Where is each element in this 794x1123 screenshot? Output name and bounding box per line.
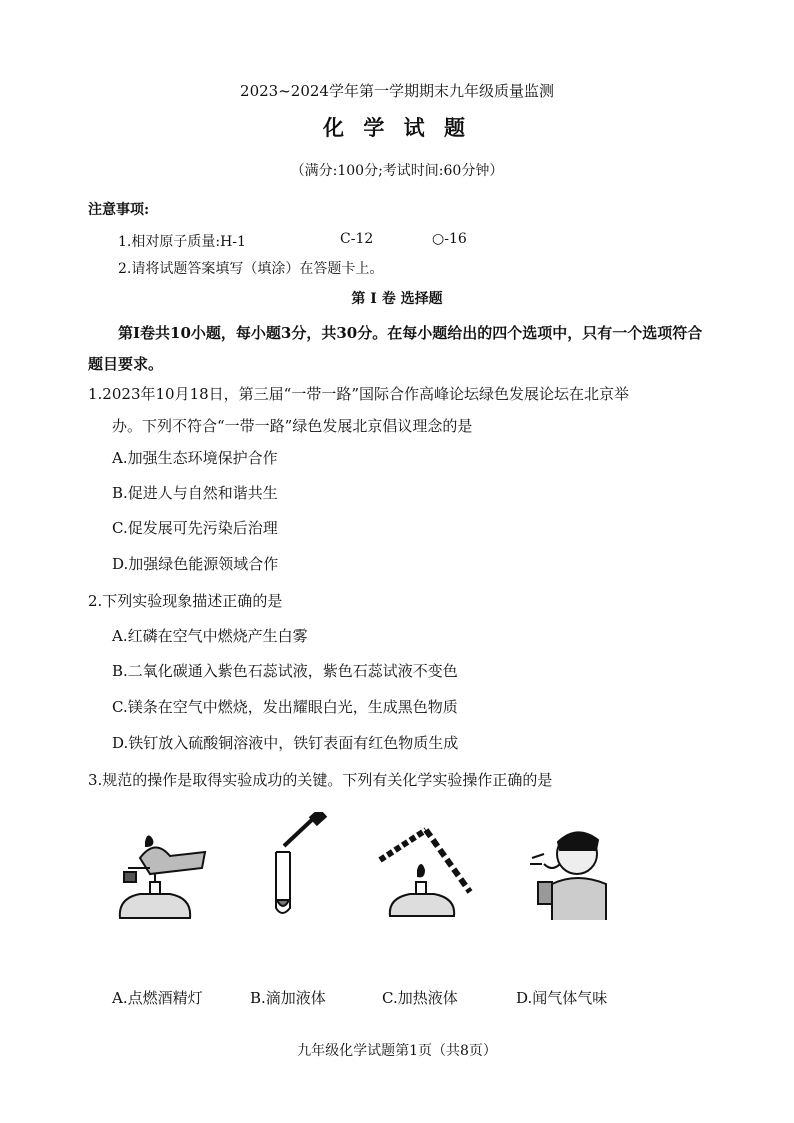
question-1-stem-line1: 1.2023年10月18日，第三届“一带一路”国际合作高峰论坛绿色发展论坛在北京举 [88, 385, 629, 403]
question-1-option-a: A.加强生态环境保护合作 [112, 449, 278, 467]
atomic-mass-o: ○-16 [432, 231, 467, 247]
notes-title: 注意事项: [88, 202, 150, 218]
exam-info: （满分:100分;考试时间:60分钟） [290, 163, 504, 179]
question-1-option-d: D.加强绿色能源领域合作 [112, 555, 279, 573]
atomic-mass-h: 1.相对原子质量:H-1 [118, 234, 246, 250]
section-title: 第 I 卷 选择题 [351, 291, 443, 307]
question-1-option-b: B.促进人与自然和谐共生 [112, 484, 278, 502]
figure-c-heating-liquid-icon [370, 812, 480, 924]
figure-a-label: A.点燃酒精灯 [112, 989, 203, 1007]
question-3-stem: 3.规范的操作是取得实验成功的关键。下列有关化学实验操作正确的是 [88, 771, 553, 789]
figure-c-label: C.加热液体 [382, 989, 458, 1007]
question-2-stem: 2.下列实验现象描述正确的是 [88, 592, 283, 610]
question-2-option-d: D.铁钉放入硫酸铜溶液中，铁钉表面有红色物质生成 [112, 734, 459, 752]
question-2-option-a: A.红磷在空气中燃烧产生白雾 [112, 627, 308, 645]
note-item-2: 2.请将试题答案填写（填涂）在答题卡上。 [118, 261, 384, 277]
question-1-stem-line2: 办。下列不符合“一带一路”绿色发展北京倡议理念的是 [112, 417, 473, 435]
figure-d-label: D.闻气体气味 [516, 989, 608, 1007]
figure-b-dropper-test-tube-icon [262, 812, 332, 922]
question-2-option-c: C.镁条在空气中燃烧，发出耀眼白光，生成黑色物质 [112, 698, 458, 716]
page-title: 化 学 试 题 [323, 115, 471, 140]
section-instruction: 第Ⅰ卷共10小题，每小题3分，共30分。在每小题给出的四个选项中，只有一个选项符合题目要求。 [88, 324, 703, 373]
atomic-mass-c: C-12 [340, 231, 374, 247]
exam-header-line: 2023~2024学年第一学期期末九年级质量监测 [240, 82, 554, 100]
question-2-option-b: B.二氧化碳通入紫色石蕊试液，紫色石蕊试液不变色 [112, 662, 458, 680]
figure-a-alcohol-lamp-icon [110, 828, 215, 923]
page-footer: 九年级化学试题第1页（共8页） [297, 1043, 497, 1059]
question-1-option-c: C.促发展可先污染后治理 [112, 519, 278, 537]
figure-d-smelling-gas-icon [522, 824, 612, 922]
figure-b-label: B.滴加液体 [250, 989, 326, 1007]
